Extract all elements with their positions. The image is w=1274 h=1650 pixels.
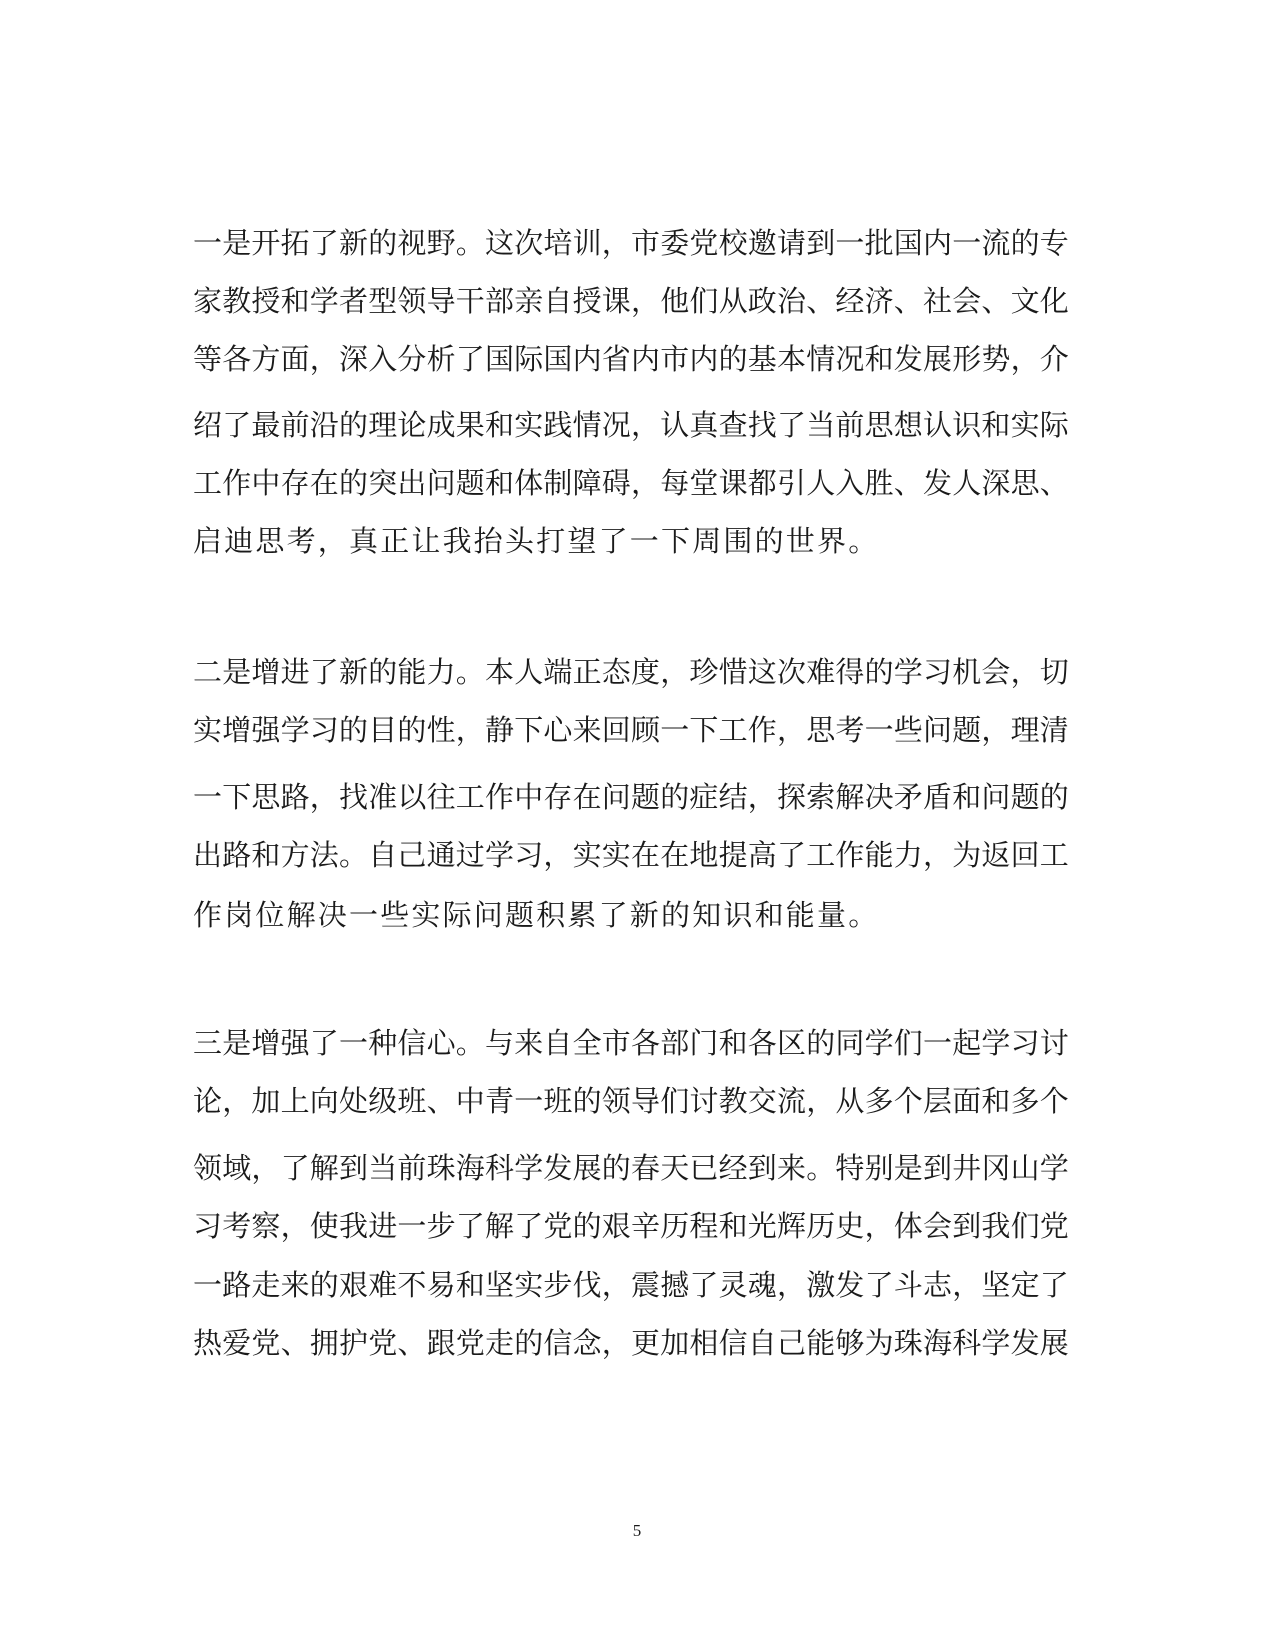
paragraph-1-line-3: 等各方面，深入分析了国际国内省内市内的基本情况和发展形势，介 [193, 342, 1070, 376]
paragraph-2-line-3: 一下思路，找准以往工作中存在问题的症结，探索解决矛盾和问题的 [193, 780, 1070, 814]
paragraph-3-line-6: 热爱党、拥护党、跟党走的信念，更加相信自己能够为珠海科学发展 [193, 1326, 1070, 1360]
paragraph-2-line-4: 出路和方法。自己通过学习，实实在在地提高了工作能力，为返回工 [193, 838, 1070, 872]
paragraph-2-line-5: 作岗位解决一些实际问题积累了新的知识和能量。 [193, 898, 880, 932]
paragraph-3-line-4: 习考察，使我进一步了解了党的艰辛历程和光辉历史，体会到我们党 [193, 1209, 1070, 1243]
paragraph-3-line-5: 一路走来的艰难不易和坚实步伐，震撼了灵魂，激发了斗志，坚定了 [193, 1268, 1070, 1302]
paragraph-1-line-2: 家教授和学者型领导干部亲自授课，他们从政治、经济、社会、文化 [193, 284, 1070, 318]
paragraph-1-line-4: 绍了最前沿的理论成果和实践情况，认真查找了当前思想认识和实际 [193, 408, 1070, 442]
paragraph-3-line-1: 三是增强了一种信心。与来自全市各部门和各区的同学们一起学习讨 [193, 1026, 1070, 1060]
paragraph-2-line-1: 二是增进了新的能力。本人端正态度，珍惜这次难得的学习机会，切 [193, 655, 1070, 689]
paragraph-1-line-1: 一是开拓了新的视野。这次培训，市委党校邀请到一批国内一流的专 [193, 226, 1070, 260]
paragraph-1-line-5: 工作中存在的突出问题和体制障碍，每堂课都引人入胜、发人深思、 [193, 466, 1070, 500]
paragraph-3-line-2: 论，加上向处级班、中青一班的领导们讨教交流，从多个层面和多个 [193, 1084, 1070, 1118]
paragraph-2-line-2: 实增强学习的目的性，静下心来回顾一下工作，思考一些问题，理清 [193, 713, 1070, 747]
page-number: 5 [632, 1521, 642, 1540]
paragraph-1-line-6: 启迪思考，真正让我抬头打望了一下周围的世界。 [193, 524, 880, 558]
paragraph-3-line-3: 领域，了解到当前珠海科学发展的春天已经到来。特别是到井冈山学 [193, 1151, 1070, 1185]
